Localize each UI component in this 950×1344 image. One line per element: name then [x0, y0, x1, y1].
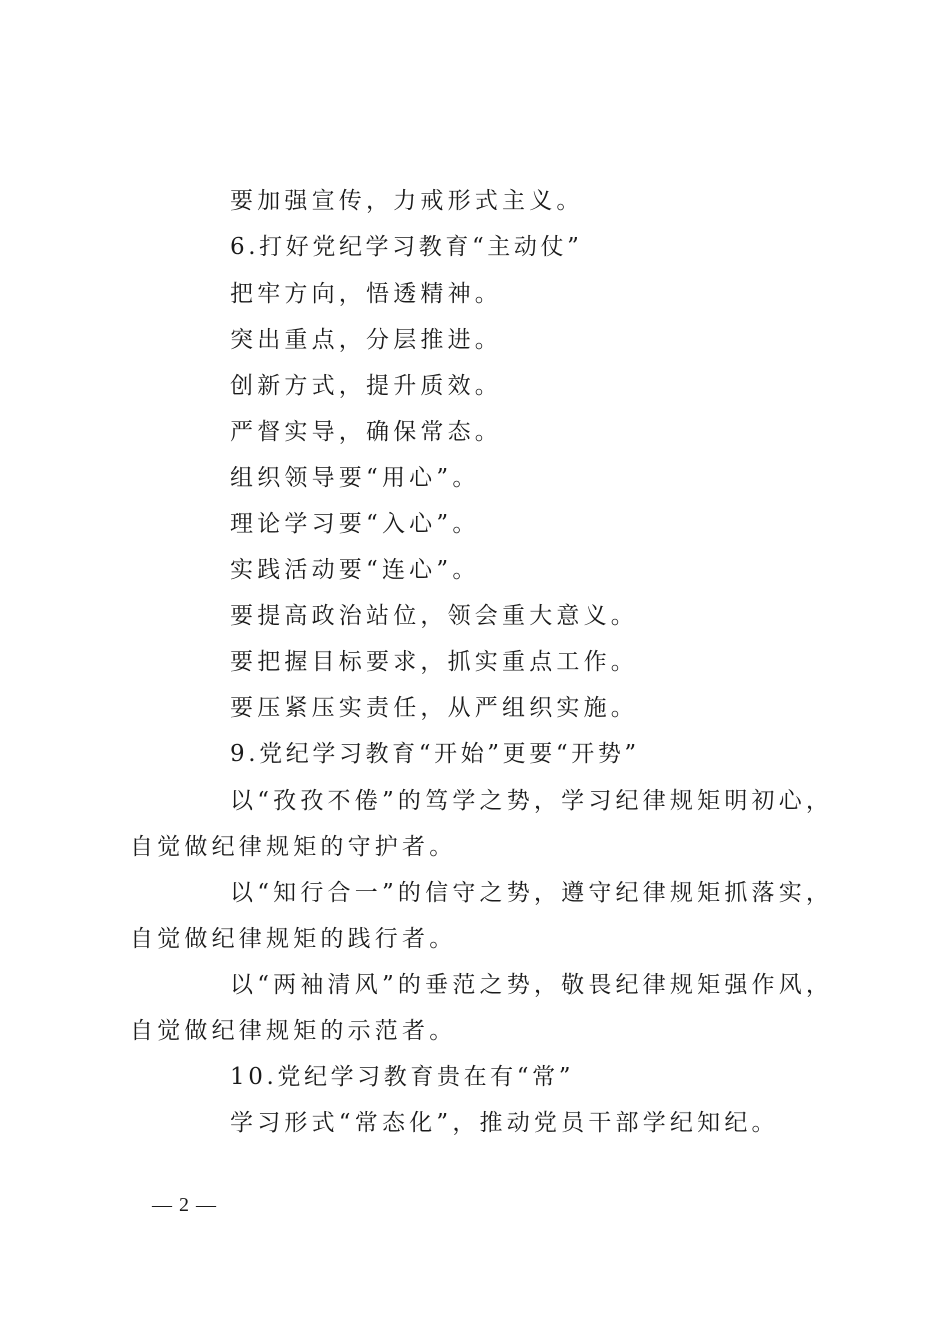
page-number: — 2 —	[152, 1194, 217, 1216]
paragraph-line: 把牢方向，悟透精神。	[230, 281, 502, 307]
paragraph-line: 以“孜孜不倦”的笃学之势，学习纪律规矩明初心，	[230, 788, 834, 814]
paragraph-line: 学习形式“常态化”，推动党员干部学纪知纪。	[230, 1110, 779, 1136]
paragraph-line: 严督实导，确保常态。	[230, 419, 502, 445]
paragraph-line: 要把握目标要求，抓实重点工作。	[230, 649, 638, 675]
paragraph-line: 以“知行合一”的信守之势，遵守纪律规矩抓落实，	[230, 880, 834, 906]
paragraph-line: 自觉做纪律规矩的示范者。	[130, 1018, 457, 1044]
section-heading-9: 9.党纪学习教育“开始”更要“开势”	[230, 741, 640, 767]
section-heading-6: 6.打好党纪学习教育“主动仗”	[230, 234, 583, 260]
paragraph-line: 要提高政治站位，领会重大意义。	[230, 603, 638, 629]
paragraph-line: 实践活动要“连心”。	[230, 557, 480, 583]
paragraph-line: 以“两袖清风”的垂范之势，敬畏纪律规矩强作风，	[230, 972, 834, 998]
section-heading-10: 10.党纪学习教育贵在有“常”	[230, 1064, 575, 1090]
paragraph-line: 理论学习要“入心”。	[230, 511, 480, 537]
paragraph-line: 突出重点，分层推进。	[230, 327, 502, 353]
paragraph-line: 创新方式，提升质效。	[230, 373, 502, 399]
paragraph-line: 要加强宣传，力戒形式主义。	[230, 188, 584, 214]
paragraph-line: 要压紧压实责任，从严组织实施。	[230, 695, 638, 721]
paragraph-line: 自觉做纪律规矩的践行者。	[130, 926, 457, 952]
paragraph-line: 组织领导要“用心”。	[230, 465, 480, 491]
paragraph-line: 自觉做纪律规矩的守护者。	[130, 834, 457, 860]
